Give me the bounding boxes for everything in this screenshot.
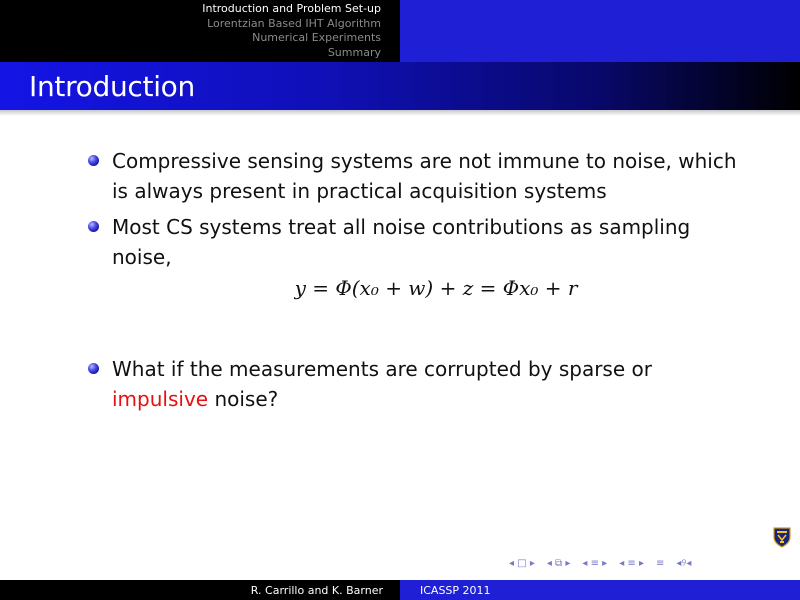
equation-text: y = Φ(x₀ + w) + z = Φx₀ + r bbox=[294, 276, 578, 300]
alert-text: impulsive bbox=[112, 387, 209, 411]
bullet-item-noise-model bbox=[86, 212, 746, 272]
footer-conference: ICASSP 2011 bbox=[420, 583, 491, 597]
bullet-text: Most CS systems treat all noise contributions as sampling noise, bbox=[112, 215, 691, 269]
slide-body bbox=[86, 146, 746, 414]
bullet-item-impulsive-noise bbox=[86, 354, 746, 414]
bullet-item-noise-immunity bbox=[86, 146, 746, 206]
section-link-summary[interactable]: Summary bbox=[327, 45, 381, 59]
bullet-text-tail: noise? bbox=[208, 387, 279, 411]
section-navigation-icon[interactable]: ◂ ≡ ▸ bbox=[619, 557, 644, 569]
headline-blue-panel bbox=[400, 0, 800, 62]
slide-navigation-icon[interactable]: ◂ □ ▸ bbox=[509, 557, 535, 569]
bullet-ball-icon bbox=[88, 221, 99, 232]
footline bbox=[0, 580, 800, 600]
footline-author-box bbox=[0, 580, 400, 600]
section-link-lorentzian-iht[interactable]: Lorentzian Based IHT Algorithm bbox=[207, 16, 381, 30]
bullet-text: What if the measurements are corrupted by sparse or bbox=[112, 357, 652, 381]
bullet-text: Compressive sensing systems are not immune to noise, which is always present in practical acquisition systems bbox=[112, 149, 737, 203]
section-navigation bbox=[0, 0, 400, 62]
title-shadow bbox=[0, 110, 800, 116]
university-logo-icon bbox=[771, 526, 793, 548]
subsection-navigation-icon[interactable]: ◂ ≡ ▸ bbox=[582, 557, 608, 569]
measurement-equation bbox=[86, 274, 746, 302]
footer-authors: R. Carrillo and K. Barner bbox=[250, 583, 383, 597]
frame-navigation-icon[interactable]: ◂ ⧉ ▸ bbox=[546, 557, 571, 569]
navigation-symbols bbox=[509, 556, 796, 570]
align-icon[interactable]: ≡ bbox=[655, 557, 665, 569]
search-icon[interactable]: ◂୨◂ bbox=[676, 557, 692, 569]
frame-title: Introduction bbox=[29, 69, 195, 103]
bullet-ball-icon bbox=[88, 363, 99, 374]
section-link-numerical-experiments[interactable]: Numerical Experiments bbox=[252, 31, 381, 44]
section-link-introduction[interactable]: Introduction and Problem Set-up bbox=[202, 2, 381, 15]
bullet-ball-icon bbox=[88, 155, 99, 166]
frame-title-bar bbox=[0, 62, 800, 110]
footline-title-box bbox=[400, 580, 800, 600]
headline bbox=[0, 0, 800, 62]
